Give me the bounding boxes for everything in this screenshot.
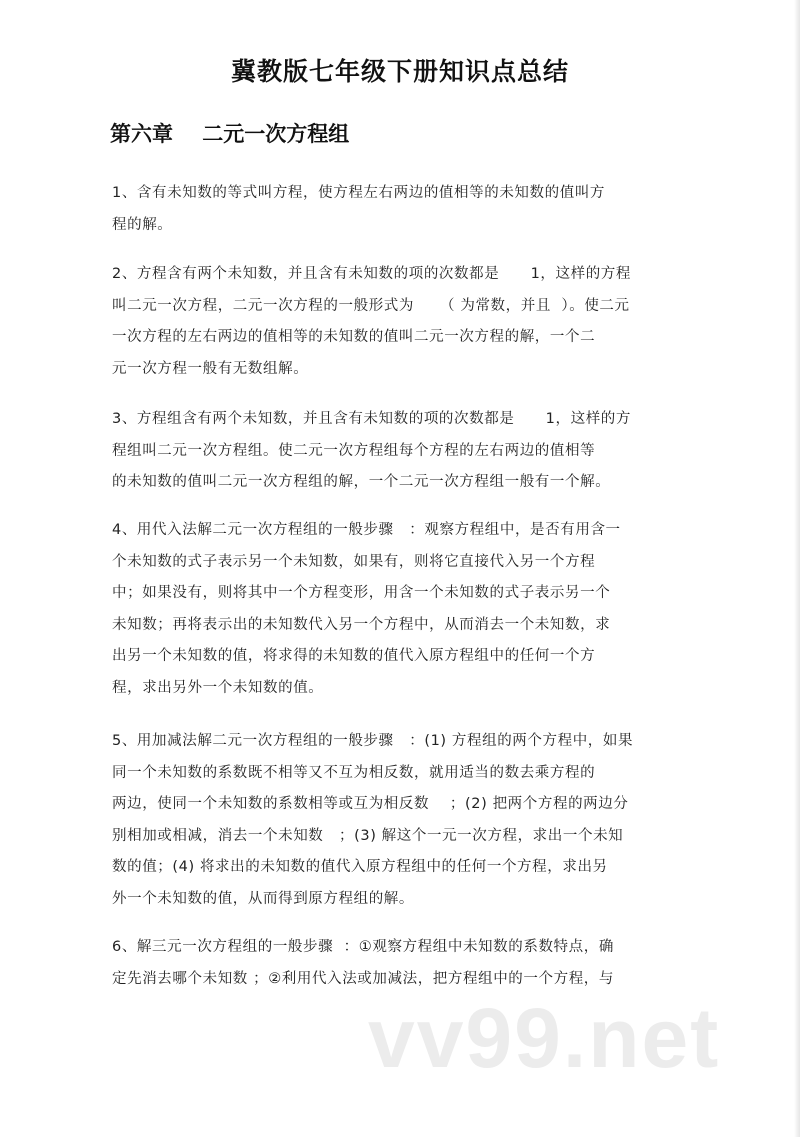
paragraph-4-line: 个未知数的式子表示另一个未知数，如果有，则将它直接代入另一个方程 xyxy=(112,553,596,570)
paragraph-2-line: 叫二元一次方程，二元一次方程的一般形式为 （ 为常数，并且 ）。使二元 xyxy=(112,297,630,314)
paragraph-5-line: 两边，使同一个未知数的系数相等或互为相反数 ；(2) 把两个方程的两边分 xyxy=(112,796,629,813)
paragraph-4-line: 4、用代入法解二元一次方程组的一般步骤 ：观察方程组中，是否有用含一 xyxy=(112,522,621,538)
paragraph-2-line: 2、方程含有两个未知数，并且含有未知数的项的次数都是 1，这样的方程 xyxy=(112,266,632,282)
paragraph-4-line: 出另一个未知数的值，将求得的未知数的值代入原方程组中的任何一个方 xyxy=(112,648,596,665)
paragraph-5-line: 外一个未知数的值，从而得到原方程组的解。 xyxy=(112,891,414,907)
watermark: vv99.net xyxy=(368,991,721,1085)
paragraph-6-line: 定先消去哪个未知数 ；②利用代入法或加减法，把方程组中的一个方程，与 xyxy=(112,970,615,987)
document-title: 冀教版七年级下册知识点总结 xyxy=(230,57,569,86)
paragraph-1-line: 1、含有未知数的等式叫方程，使方程左右两边的值相等的未知数的值叫方 xyxy=(112,185,606,201)
paragraph-1-line: 程的解。 xyxy=(112,216,173,233)
paragraph-5-line: 同一个未知数的系数既不相等又不互为相反数，就用适当的数去乘方程的 xyxy=(112,764,596,781)
paragraph-5-line: 数的值；(4) 将求出的未知数的值代入原方程组中的任何一个方程，求出另 xyxy=(112,859,608,876)
paragraph-4-line: 未知数；再将表示出的未知数代入另一个方程中，从而消去一个未知数，求 xyxy=(112,616,611,633)
paragraph-4-line: 中；如果没有，则将其中一个方程变形，用含一个未知数的式子表示另一个 xyxy=(112,585,611,602)
paragraph-6-line: 6、解三元一次方程组的一般步骤 ：①观察方程组中未知数的系数特点，确 xyxy=(112,939,614,955)
paragraph-5-line: 别相加或相减，消去一个未知数 ；(3) 解这个一元一次方程，求出一个未知 xyxy=(112,827,624,844)
paragraph-5-line: 5、用加减法解二元一次方程组的一般步骤 ：(1) 方程组的两个方程中，如果 xyxy=(112,733,634,749)
paragraph-3-line: 的未知数的值叫二元一次方程组的解，一个二元一次方程组一般有一个解。 xyxy=(112,474,611,491)
chapter-heading: 第六章 二元一次方程组 xyxy=(110,122,350,146)
paragraph-2-line: 元一次方程一般有无数组解。 xyxy=(112,360,309,377)
page-edge-shadow xyxy=(794,0,800,1137)
paragraph-2-line: 一次方程的左右两边的值相等的未知数的值叫二元一次方程的解，一个二 xyxy=(112,329,596,346)
paragraph-3-line: 程组叫二元一次方程组。使二元一次方程组每个方程的左右两边的值相等 xyxy=(112,442,596,459)
paragraph-3-line: 3、方程组含有两个未知数，并且含有未知数的项的次数都是 1，这样的方 xyxy=(112,411,632,427)
paragraph-4-line: 程，求出另外一个未知数的值。 xyxy=(112,680,324,696)
